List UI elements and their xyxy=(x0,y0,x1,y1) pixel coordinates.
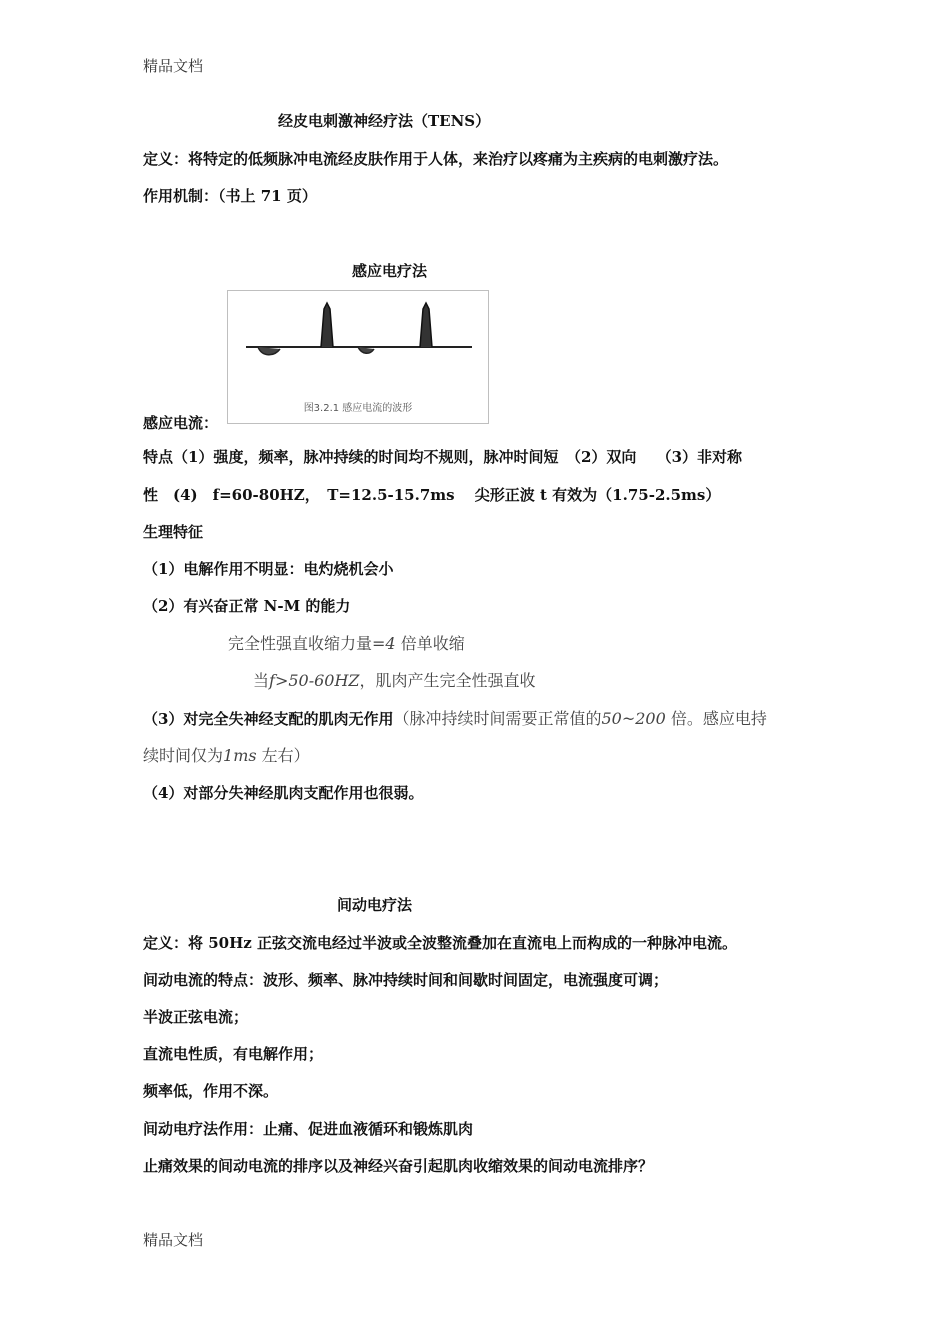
interference-line-2: 直流电性质，有电解作用； xyxy=(143,1045,324,1063)
physio-item-2: （2）有兴奋正常 N-M 的能力 xyxy=(143,597,351,615)
interference-features: 间动电流的特点：波形、频率、脉冲持续时间和间歇时间固定，电流强度可调； xyxy=(143,971,669,989)
physio-item-1: （1）电解作用不明显：电灼烧机会小 xyxy=(143,560,394,578)
waveform-figure xyxy=(227,290,489,424)
induction-title: 感应电疗法 xyxy=(352,262,428,280)
physio-item-2-sub1: 完全性强直收缩力量=4 倍单收缩 xyxy=(228,634,465,653)
tens-definition: 定义：将特定的低频脉冲电流经皮肤作用于人体，来治疗以疼痛为主疾病的电刺激疗法。 xyxy=(143,150,729,168)
physio-item-3-cont: 续时间仅为1ms 左右） xyxy=(143,746,310,765)
tens-mechanism: 作用机制：（书上 71 页） xyxy=(143,187,317,205)
waveform-graph xyxy=(228,291,488,395)
features-line2: 性 (4) f=60-80HZ， T=12.5-15.7ms 尖形正波 t 有效为（1.75-2.5ms） xyxy=(143,486,721,504)
features-line1: 特点（1）强度，频率，脉冲持续的时间均不规则，脉冲时间短 （2）双向 （3）非对称 xyxy=(143,448,743,466)
page-header: 精品文档 xyxy=(143,57,204,75)
interference-question: 止痛效果的间动电流的排序以及神经兴奋引起肌肉收缩效果的间动电流排序？ xyxy=(143,1157,654,1175)
figure-caption: 图3.2.1 感应电流的波形 xyxy=(303,403,413,414)
interference-line-1: 半波正弦电流； xyxy=(143,1008,249,1026)
physio-item-3: （3）对完全失神经支配的肌肉无作用（脉冲持续时间需要正常值的50~200 倍。感应电持 xyxy=(143,709,767,728)
physio-item-4: （4）对部分失神经肌肉支配作用也很弱。 xyxy=(143,784,424,802)
interference-line-3: 频率低，作用不深。 xyxy=(143,1082,279,1100)
page-footer: 精品文档 xyxy=(143,1231,204,1249)
current-label: 感应电流： xyxy=(143,414,219,432)
tens-title: 经皮电刺激神经疗法（TENS） xyxy=(278,112,491,130)
interference-definition: 定义：将 50Hz 正弦交流电经过半波或全波整流叠加在直流电上而构成的一种脉冲电流。 xyxy=(143,934,738,952)
interference-effects: 间动电疗法作用：止痛、促进血液循环和锻炼肌肉 xyxy=(143,1120,474,1138)
physio-title: 生理特征 xyxy=(143,523,204,541)
physio-item-2-sub2: 当f>50-60HZ，肌肉产生完全性强直收 xyxy=(253,671,536,690)
interference-title: 间动电疗法 xyxy=(337,896,413,914)
